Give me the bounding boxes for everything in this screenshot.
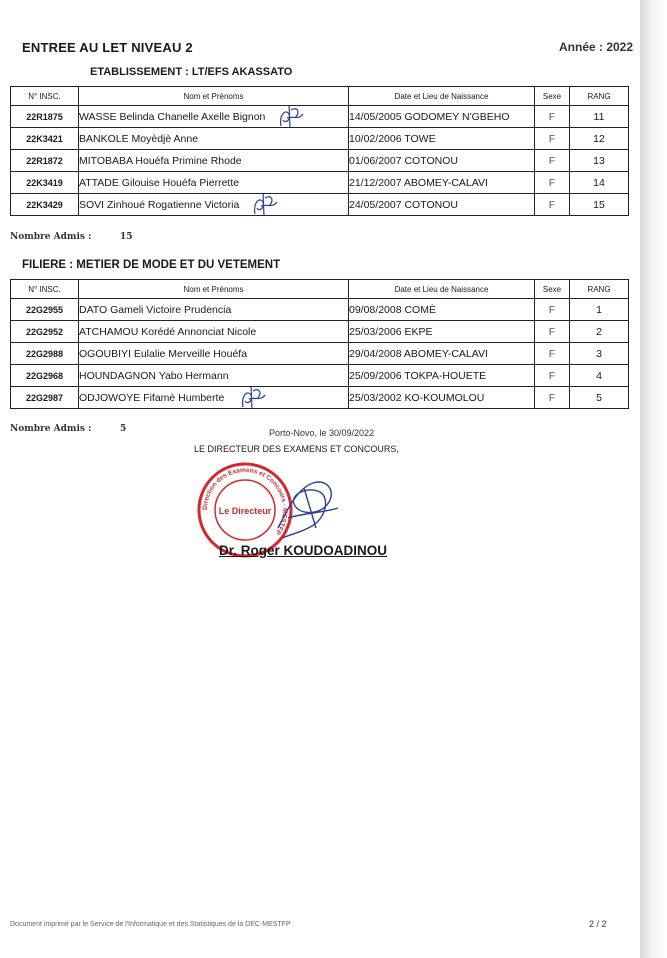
establishment-label: ETABLISSEMENT : LT/EFS AKASSATO: [90, 66, 293, 78]
rank-cell: 15: [570, 194, 629, 216]
name-cell: [79, 106, 349, 128]
insc-cell: 22R1875: [11, 106, 79, 128]
birth-cell: 21/12/2007 ABOMEY-CALAVI: [349, 172, 535, 194]
col-insc-header: N° INSC.: [11, 87, 79, 106]
table-row: [11, 321, 629, 343]
sex-cell: F: [535, 194, 570, 216]
rank-cell: 14: [570, 172, 629, 194]
rank-cell: 12: [570, 128, 629, 150]
stamp-ring-text: Direction des Examens et Concours · MESTFP: [201, 466, 289, 536]
birth-cell: 25/03/2002 KO-KOUMOLOU: [349, 387, 535, 409]
birth-cell: 10/02/2006 TOWE: [349, 128, 535, 150]
sex-cell: F: [535, 150, 570, 172]
name-cell: HOUNDAGNON Yabo Hermann: [79, 365, 349, 387]
name-text: WASSE Belinda Chanelle Axelle Bignon: [79, 110, 266, 123]
name-cell: OGOUBIYI Eulalie Merveille Houéfa: [79, 343, 349, 365]
insc-cell: 22G2952: [11, 321, 79, 343]
insc-cell: 22G2988: [11, 343, 79, 365]
sex-cell: F: [535, 172, 570, 194]
name-text: ODJOWOYE Fifamè Humberte: [79, 391, 225, 404]
table-row: [11, 172, 629, 194]
birth-cell: 24/05/2007 COTONOU: [349, 194, 535, 216]
admitted-count-2: [10, 424, 127, 434]
admitted-value: 15: [120, 232, 133, 242]
sex-cell: F: [535, 299, 570, 321]
rank-cell: 3: [570, 343, 629, 365]
name-cell: MITOBABA Houéfa Primine Rhode: [79, 150, 349, 172]
name-cell: ATTADE Gilouise Houéfa Pierrette: [79, 172, 349, 194]
scan-edge-shadow: [640, 0, 667, 958]
insc-cell: 22K3429: [11, 194, 79, 216]
insc-cell: 22K3419: [11, 172, 79, 194]
birth-cell: 25/09/2006 TOKPA-HOUETE: [349, 365, 535, 387]
name-cell: BANKOLE Moyèdjè Anne: [79, 128, 349, 150]
results-table-1: [10, 86, 629, 216]
table-header-row: [11, 87, 629, 106]
rank-cell: 4: [570, 365, 629, 387]
table-row: [11, 150, 629, 172]
birth-cell: 09/08/2008 COMÈ: [349, 299, 535, 321]
rank-cell: 5: [570, 387, 629, 409]
stamp-center-text: Le Directeur: [218, 506, 272, 516]
rank-cell: 2: [570, 321, 629, 343]
sex-cell: F: [535, 387, 570, 409]
sex-cell: F: [535, 365, 570, 387]
sex-cell: F: [535, 343, 570, 365]
name-cell: [79, 194, 349, 216]
table-row: [11, 387, 629, 409]
sex-cell: F: [535, 321, 570, 343]
sex-cell: F: [535, 106, 570, 128]
initials-mark: [239, 387, 267, 409]
signatory-name: Dr. Roger KOUDOADINOU: [219, 543, 388, 558]
col-birth-header: Date et Lieu de Naissance: [349, 87, 535, 106]
table-row: [11, 299, 629, 321]
birth-cell: 29/04/2008 ABOMEY-CALAVI: [349, 343, 535, 365]
initials-mark: [251, 194, 279, 216]
insc-cell: 22G2987: [11, 387, 79, 409]
footer-note: Document imprimé par le Service de l'Informatique et des Statistiques de la DEC-MESTFP: [10, 921, 291, 928]
admitted-label: Nombre Admis :: [10, 424, 92, 434]
col-name-header: Nom et Prénoms: [79, 280, 349, 299]
table-header-row: [11, 280, 629, 299]
table-row: [11, 128, 629, 150]
name-cell: DATO Gameli Victoire Prudencia: [79, 299, 349, 321]
admitted-count-1: [10, 232, 133, 242]
col-sex-header: Sexe: [535, 87, 570, 106]
signatory-title: LE DIRECTEUR DES EXAMENS ET CONCOURS,: [194, 444, 399, 454]
rank-cell: 11: [570, 106, 629, 128]
handwritten-signature: [268, 468, 348, 548]
insc-cell: 22G2955: [11, 299, 79, 321]
name-cell: ATCHAMOU Korédé Annonciat Nicole: [79, 321, 349, 343]
page-number: 2 / 2: [589, 919, 607, 929]
col-sex-header: Sexe: [535, 280, 570, 299]
year-label: Année : 2022: [559, 40, 634, 54]
col-rank-header: RANG: [570, 87, 629, 106]
admitted-value: 5: [120, 424, 127, 434]
col-birth-header: Date et Lieu de Naissance: [349, 280, 535, 299]
program-label: FILIERE : METIER DE MODE ET DU VETEMENT: [22, 259, 281, 271]
table-row: [11, 365, 629, 387]
initials-mark: [277, 106, 305, 128]
sex-cell: F: [535, 128, 570, 150]
col-name-header: Nom et Prénoms: [79, 87, 349, 106]
insc-cell: 22K3421: [11, 128, 79, 150]
col-rank-header: RANG: [570, 280, 629, 299]
birth-cell: 14/05/2005 GODOMEY N'GBEHO: [349, 106, 535, 128]
table-row: [11, 343, 629, 365]
birth-cell: 01/06/2007 COTONOU: [349, 150, 535, 172]
table-row: [11, 106, 629, 128]
col-insc-header: N° INSC.: [11, 280, 79, 299]
insc-cell: 22G2968: [11, 365, 79, 387]
birth-cell: 25/03/2006 EKPE: [349, 321, 535, 343]
document-title: ENTREE AU LET NIVEAU 2: [22, 40, 193, 55]
rank-cell: 13: [570, 150, 629, 172]
rank-cell: 1: [570, 299, 629, 321]
name-cell: [79, 387, 349, 409]
name-text: SOVI Zinhoué Rogatienne Victoria: [79, 198, 240, 211]
insc-cell: 22R1872: [11, 150, 79, 172]
table-row: [11, 194, 629, 216]
admitted-label: Nombre Admis :: [10, 232, 92, 242]
place-date: Porto-Novo, le 30/09/2022: [269, 428, 375, 438]
results-table-2: [10, 279, 629, 409]
